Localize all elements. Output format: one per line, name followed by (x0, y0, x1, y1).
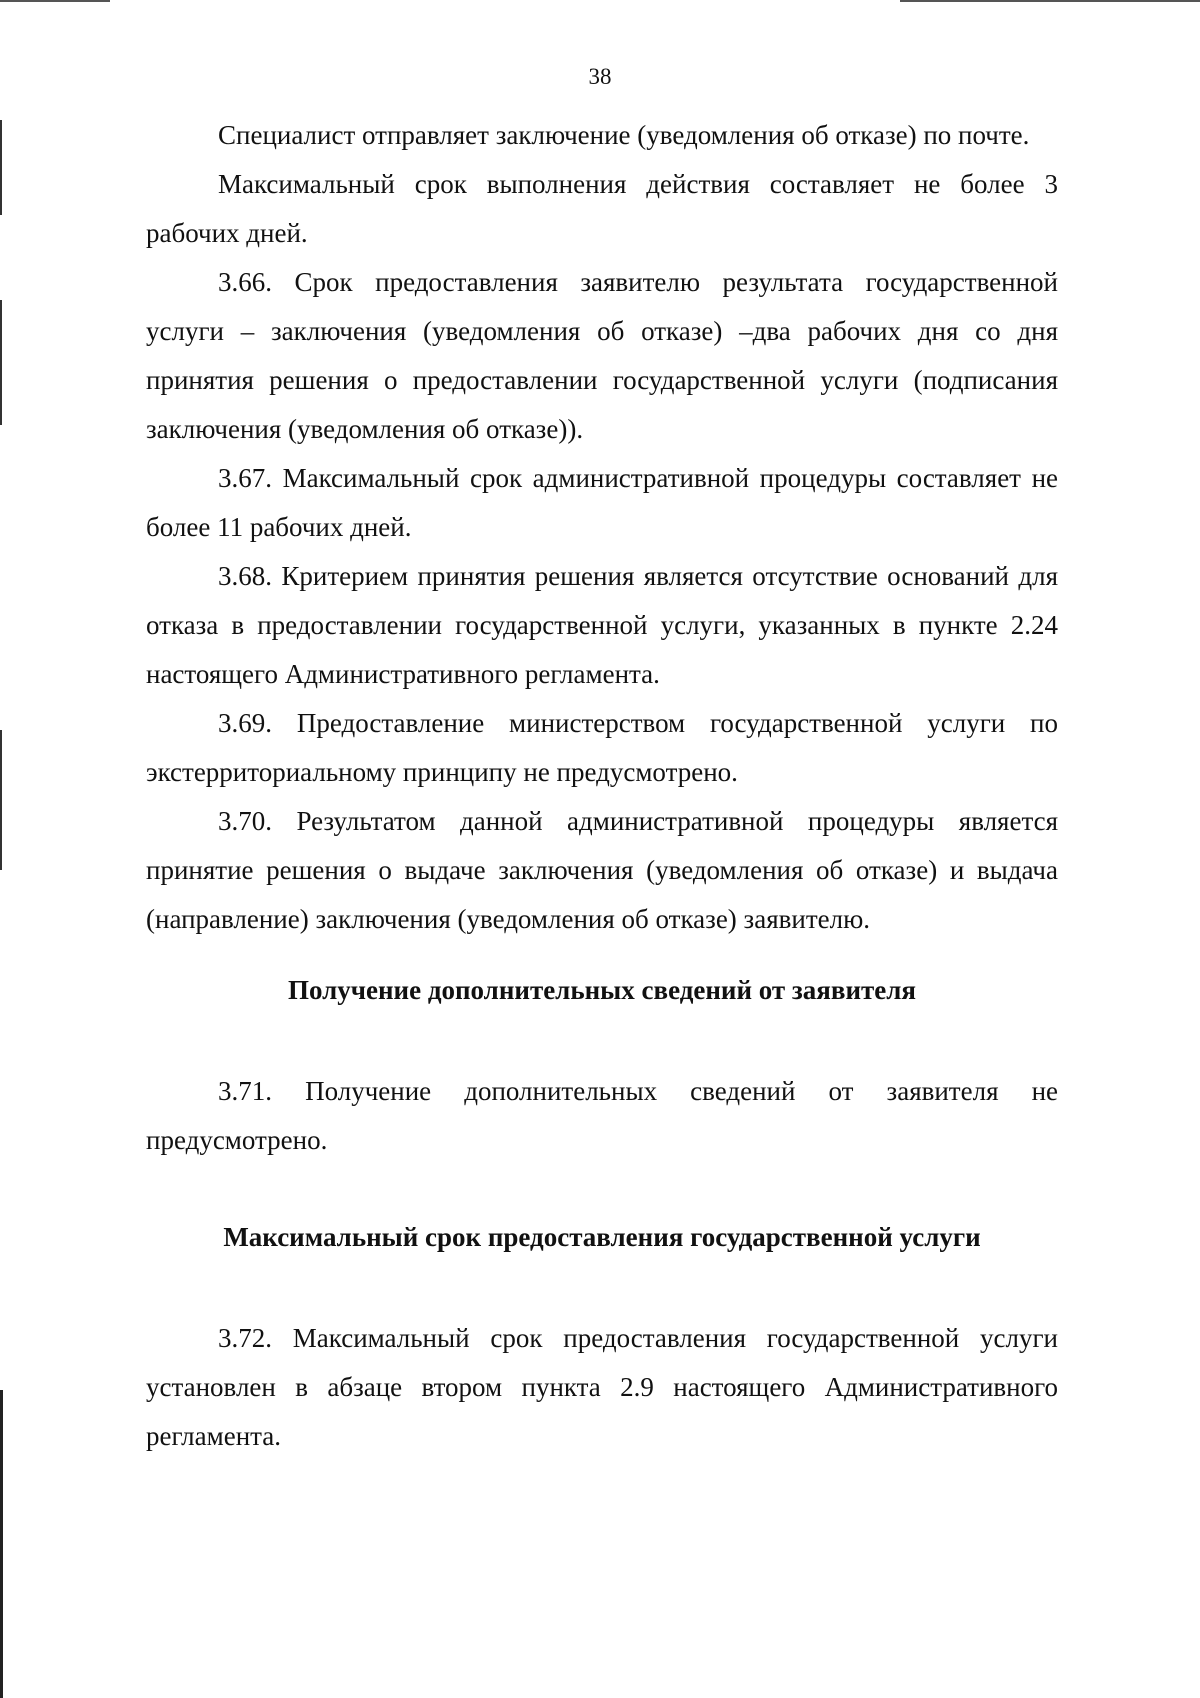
paragraph: Максимальный срок выполнения действия составляет не более 3 рабочих дней. (146, 169, 1058, 248)
scan-edge-artifact (0, 120, 2, 215)
paragraph-3-67: 3.67. Максимальный срок административной процедуры составляет не более 11 рабочих дней. (146, 463, 1058, 542)
paragraph-3-66: 3.66. Срок предоставления заявителю результата государственной услуги – заключения (уведомления об отказе) –два рабочих дня со дня принятия решения о предоставлении государственной услуги (подписания заключения (уведомления об отказе)). (146, 267, 1058, 444)
scan-edge-artifact (0, 300, 2, 425)
paragraph-3-71: 3.71. Получение дополнительных сведений от заявителя не предусмотрено. (146, 1076, 1058, 1155)
section-heading-additional-info: Получение дополнительных сведений от заявителя (287, 975, 917, 1005)
paragraph-3-72: 3.72. Максимальный срок предоставления государственной услуги установлен в абзаце втором пункта 2.9 настоящего Административного регламента. (146, 1323, 1058, 1451)
paragraph-3-70: 3.70. Результатом данной административной процедуры является принятие решения о выдаче заключения (уведомления об отказе) и выдача (направление) заключения (уведомления об отказе) заявителю. (146, 806, 1058, 934)
paragraph: Специалист отправляет заключение (уведомления об отказе) по почте. (218, 120, 1030, 150)
section-heading-max-term: Максимальный срок предоставления государственной услуги (223, 1222, 981, 1252)
scan-edge-artifact (900, 0, 1200, 2)
document-body (146, 111, 1058, 1461)
paragraph-3-68: 3.68. Критерием принятия решения является отсутствие оснований для отказа в предоставлении государственной услуги, указанных в пункте 2.24 настоящего Административного регламента. (146, 561, 1058, 689)
scan-edge-artifact (0, 730, 2, 870)
scan-edge-artifact (0, 0, 110, 2)
paragraph-3-69: 3.69. Предоставление министерством государственной услуги по экстерриториальному принципу не предусмотрено. (146, 708, 1058, 787)
scan-edge-artifact (0, 1390, 3, 1698)
page-number: 38 (588, 64, 612, 89)
